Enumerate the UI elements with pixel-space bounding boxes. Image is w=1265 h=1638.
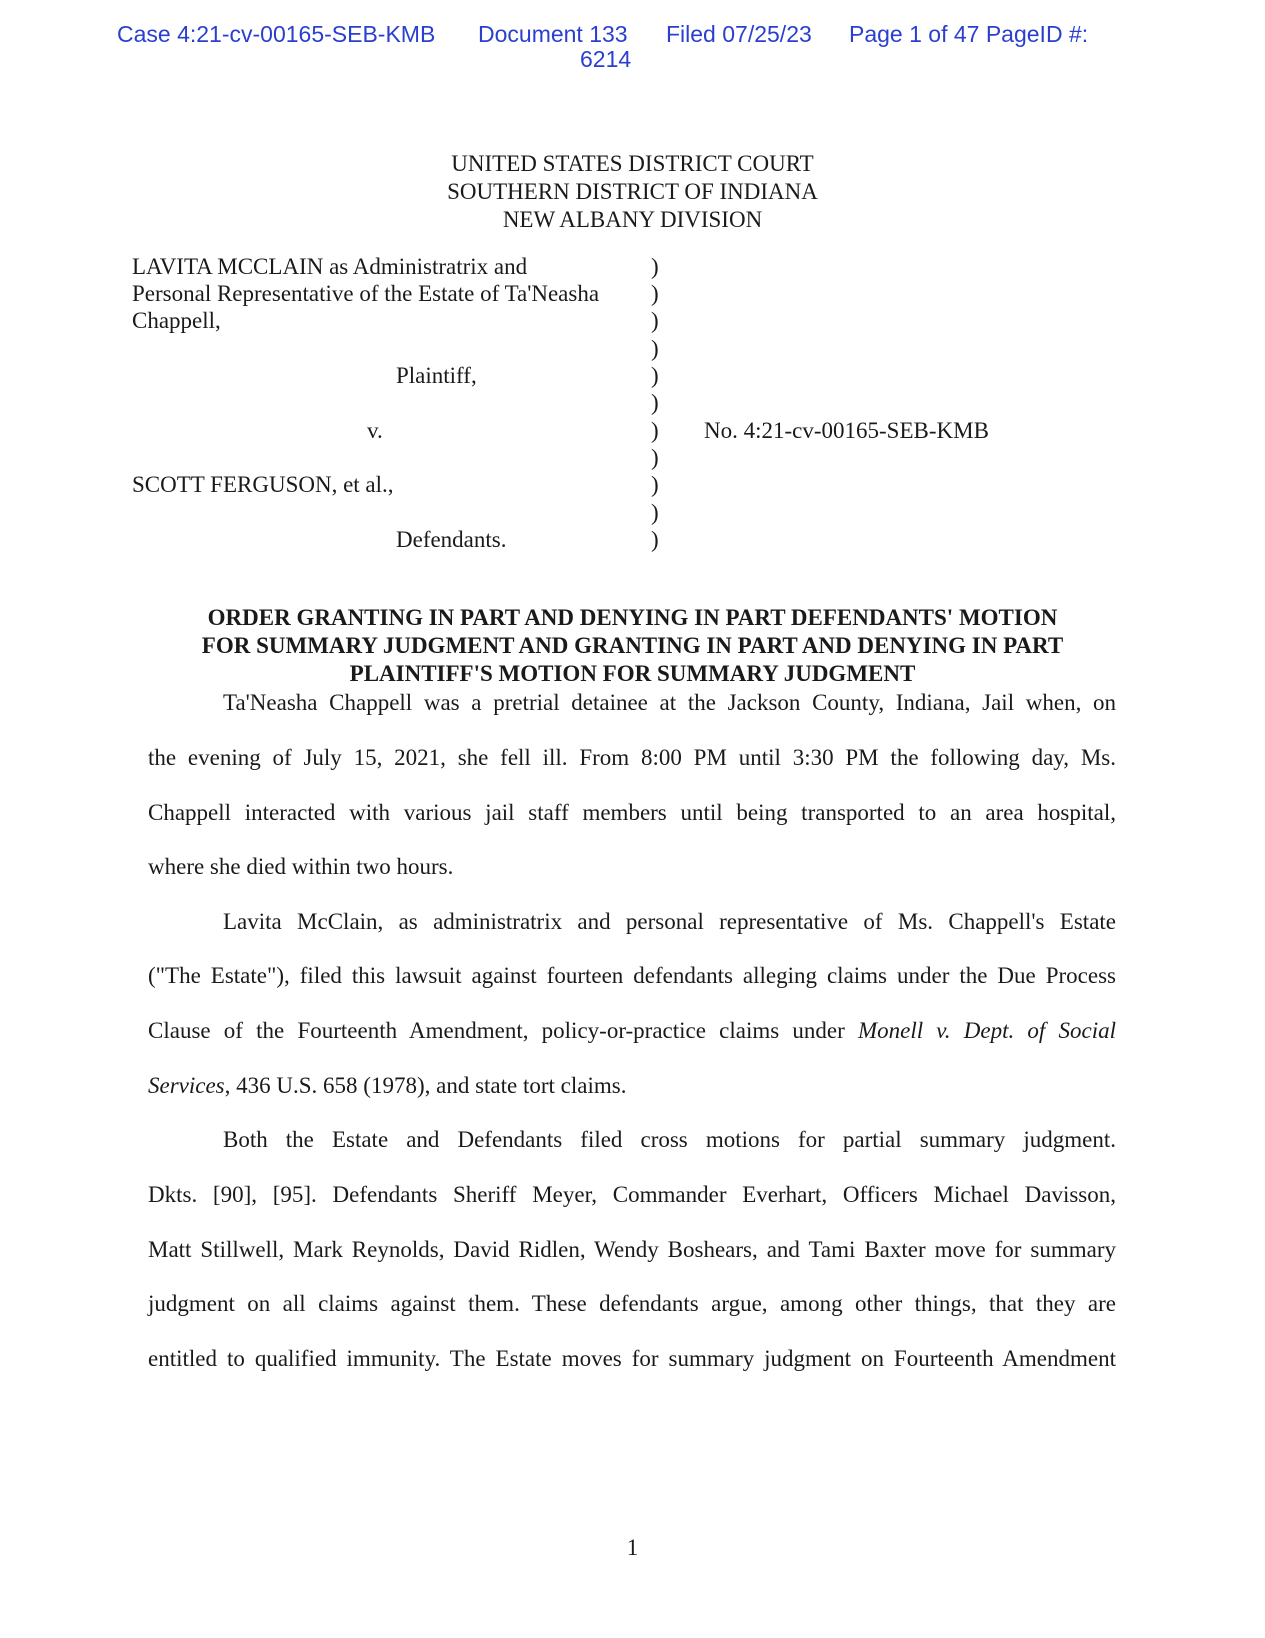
order-title-line2: FOR SUMMARY JUDGMENT AND GRANTING IN PART AND DENYING IN PART (201, 633, 1064, 658)
body-line: entitled to qualified immunity. The Estate moves for summary judgment on Fourteenth Amendment (148, 1346, 1116, 1371)
header-filed-date: Filed 07/25/23 (666, 21, 812, 47)
versus: v. (367, 418, 383, 443)
order-title-line3: PLAINTIFF'S MOTION FOR SUMMARY JUDGMENT (349, 661, 916, 686)
body-line: Matt Stillwell, Mark Reynolds, David Ridlen, Wendy Boshears, and Tami Baxter move for summary (148, 1237, 1116, 1262)
body-line: the evening of July 15, 2021, she fell ill. From 8:00 PM until 3:30 PM the following day, Ms. (148, 745, 1116, 770)
body-line: ("The Estate"), filed this lawsuit against fourteen defendants alleging claims under the Due Process (148, 963, 1116, 988)
body-line (148, 1072, 1116, 1100)
caption-paren: ) (651, 308, 659, 333)
defendant-name: SCOTT FERGUSON, et al., (132, 472, 394, 497)
order-title-line1: ORDER GRANTING IN PART AND DENYING IN PART DEFENDANTS' MOTION (207, 605, 1058, 630)
court-division: NEW ALBANY DIVISION (502, 207, 763, 232)
caption-paren: ) (651, 336, 659, 361)
body-line: where she died within two hours. (148, 854, 454, 879)
caption-paren: ) (651, 418, 659, 443)
header-case-number: Case 4:21-cv-00165-SEB-KMB (117, 21, 436, 47)
body-line: Ta'Neasha Chappell was a pretrial detainee at the Jackson County, Indiana, Jail when, on (223, 690, 1116, 715)
header-document-line2: 6214 (580, 46, 632, 72)
court-name: UNITED STATES DISTRICT COURT (451, 151, 814, 176)
plaintiff-role: Plaintiff, (396, 363, 477, 388)
body-line: Both the Estate and Defendants filed cross motions for partial summary judgment. (223, 1127, 1116, 1152)
plaintiff-name-line2: Personal Representative of the Estate of Ta'Neasha (132, 281, 600, 306)
body-line: Lavita McClain, as administratrix and personal representative of Ms. Chappell's Estate (223, 909, 1116, 934)
court-district: SOUTHERN DISTRICT OF INDIANA (447, 179, 818, 204)
header-document-number: Document 133 (478, 21, 628, 47)
defendant-role: Defendants. (396, 527, 507, 552)
plaintiff-name-line1: LAVITA MCCLAIN as Administratrix and (132, 254, 528, 279)
caption-paren: ) (651, 281, 659, 306)
header-page-info: Page 1 of 47 PageID #: (849, 21, 1089, 47)
page-number: 1 (626, 1535, 639, 1560)
body-text: , 436 U.S. 658 (1978), and state tort claims. (224, 1073, 627, 1098)
body-text: Clause of the Fourteenth Amendment, policy-or-practice claims under (148, 1018, 858, 1043)
caption-paren: ) (651, 363, 659, 388)
caption-paren: ) (651, 445, 659, 470)
body-line: Chappell interacted with various jail staff members until being transported to an area hospital, (148, 800, 1116, 825)
caption-paren: ) (651, 390, 659, 415)
plaintiff-name-line3: Chappell, (132, 308, 221, 333)
body-line (148, 1017, 1116, 1045)
body-line: judgment on all claims against them. These defendants argue, among other things, that they are (148, 1291, 1116, 1316)
caption-paren: ) (651, 527, 659, 552)
case-citation: Services (148, 1073, 225, 1098)
caption-paren: ) (651, 472, 659, 497)
court-heading (0, 150, 1265, 234)
body-line: Dkts. [90], [95]. Defendants Sheriff Meyer, Commander Everhart, Officers Michael Davisson, (148, 1182, 1116, 1207)
caption-paren: ) (651, 500, 659, 525)
case-number: No. 4:21-cv-00165-SEB-KMB (704, 418, 989, 443)
caption-paren: ) (651, 254, 659, 279)
case-citation: Monell v. Dept. of Social (857, 1018, 1116, 1043)
order-title (0, 604, 1265, 688)
